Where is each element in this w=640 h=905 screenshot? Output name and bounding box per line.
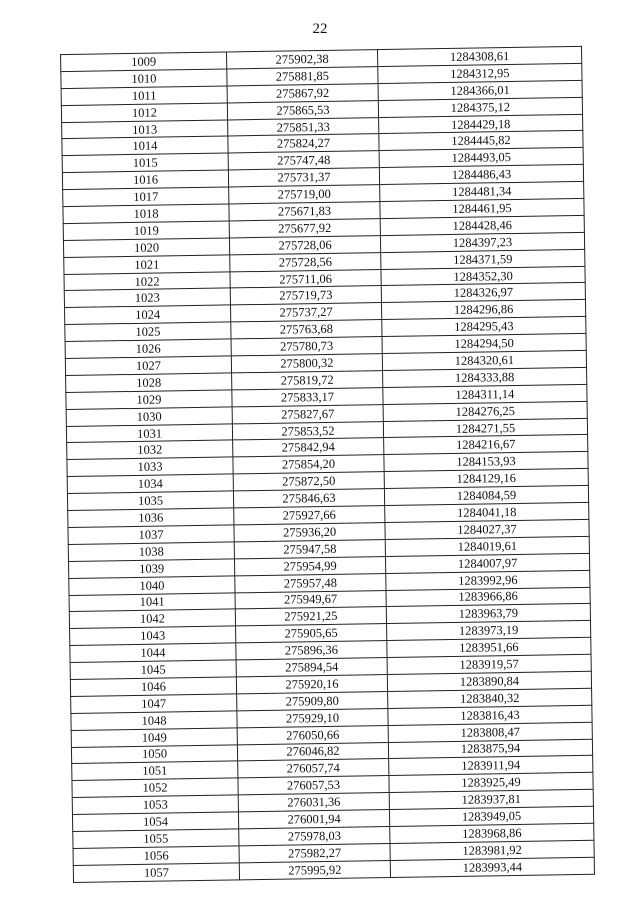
coordinates-table-container — [60, 46, 593, 883]
y-coordinate-cell: 1284216,67 — [384, 435, 588, 455]
x-coordinate-cell: 275851,33 — [228, 117, 379, 136]
y-coordinate-cell: 1283993,44 — [390, 857, 594, 877]
point-number-cell: 1017 — [63, 187, 229, 206]
x-coordinate-cell: 276001,94 — [238, 810, 389, 829]
y-coordinate-cell: 1284295,43 — [382, 317, 586, 337]
x-coordinate-cell: 275920,16 — [236, 674, 387, 693]
x-coordinate-cell: 275881,85 — [227, 66, 378, 85]
x-coordinate-cell: 275872,50 — [233, 472, 384, 491]
point-number-cell: 1021 — [64, 255, 230, 274]
x-coordinate-cell: 275865,53 — [227, 100, 378, 119]
y-coordinate-cell: 1284366,01 — [378, 80, 582, 100]
point-number-cell: 1026 — [65, 339, 231, 358]
y-coordinate-cell: 1284397,23 — [380, 232, 584, 252]
y-coordinate-cell: 1284084,59 — [384, 485, 588, 505]
point-number-cell: 1038 — [68, 542, 234, 561]
point-number-cell: 1049 — [71, 728, 237, 747]
x-coordinate-cell: 275719,73 — [230, 286, 381, 305]
x-coordinate-cell: 275671,83 — [229, 202, 380, 221]
y-coordinate-cell: 1283981,92 — [390, 840, 594, 860]
point-number-cell: 1050 — [71, 744, 237, 763]
point-number-cell: 1031 — [66, 424, 232, 443]
y-coordinate-cell: 1283973,19 — [387, 621, 591, 641]
x-coordinate-cell: 275921,25 — [235, 607, 386, 626]
y-coordinate-cell: 1284311,14 — [383, 384, 587, 404]
point-number-cell: 1036 — [68, 508, 234, 527]
point-number-cell: 1032 — [67, 440, 233, 459]
x-coordinate-cell: 275737,27 — [230, 303, 381, 322]
y-coordinate-cell: 1284312,95 — [378, 63, 582, 83]
y-coordinate-cell: 1283966,86 — [386, 587, 590, 607]
point-number-cell: 1040 — [69, 576, 235, 595]
x-coordinate-cell: 275995,92 — [239, 860, 390, 879]
x-coordinate-cell: 275728,06 — [229, 235, 380, 254]
x-coordinate-cell: 275929,10 — [237, 708, 388, 727]
x-coordinate-cell: 276050,66 — [237, 725, 388, 744]
x-coordinate-cell: 276057,74 — [238, 759, 389, 778]
x-coordinate-cell: 275909,80 — [237, 691, 388, 710]
point-number-cell: 1022 — [64, 272, 230, 291]
point-number-cell: 1024 — [65, 305, 231, 324]
x-coordinate-cell: 275800,32 — [231, 354, 382, 373]
x-coordinate-cell: 275982,27 — [239, 843, 390, 862]
point-number-cell: 1010 — [61, 69, 227, 88]
x-coordinate-cell: 275846,63 — [233, 489, 384, 508]
y-coordinate-cell: 1284429,18 — [379, 114, 583, 134]
x-coordinate-cell: 276046,82 — [237, 742, 388, 761]
point-number-cell: 1052 — [72, 778, 238, 797]
point-number-cell: 1039 — [68, 559, 234, 578]
y-coordinate-cell: 1284445,82 — [379, 131, 583, 151]
x-coordinate-cell: 275954,99 — [234, 556, 385, 575]
y-coordinate-cell: 1284371,59 — [381, 249, 585, 269]
point-number-cell: 1023 — [64, 288, 230, 307]
x-coordinate-cell: 275894,54 — [236, 658, 387, 677]
x-coordinate-cell: 275927,66 — [234, 506, 385, 525]
y-coordinate-cell: 1283911,94 — [389, 756, 593, 776]
point-number-cell: 1028 — [66, 373, 232, 392]
y-coordinate-cell: 1284333,88 — [383, 367, 587, 387]
y-coordinate-cell: 1284041,18 — [385, 502, 589, 522]
point-number-cell: 1035 — [67, 491, 233, 510]
point-number-cell: 1041 — [69, 592, 235, 611]
x-coordinate-cell: 275867,92 — [227, 83, 378, 102]
y-coordinate-cell: 1284271,55 — [383, 418, 587, 438]
x-coordinate-cell: 275947,58 — [234, 539, 385, 558]
x-coordinate-cell: 275824,27 — [228, 134, 379, 153]
point-number-cell: 1029 — [66, 390, 232, 409]
y-coordinate-cell: 1284375,12 — [378, 97, 582, 117]
x-coordinate-cell: 275833,17 — [232, 387, 383, 406]
x-coordinate-cell: 275719,00 — [229, 185, 380, 204]
y-coordinate-cell: 1284428,46 — [380, 215, 584, 235]
point-number-cell: 1033 — [67, 457, 233, 476]
point-number-cell: 1009 — [61, 52, 227, 71]
y-coordinate-cell: 1283875,94 — [388, 739, 592, 759]
point-number-cell: 1051 — [72, 761, 238, 780]
y-coordinate-cell: 1283925,49 — [389, 773, 593, 793]
y-coordinate-cell: 1283951,66 — [387, 637, 591, 657]
point-number-cell: 1020 — [63, 238, 229, 257]
y-coordinate-cell: 1284326,97 — [381, 283, 585, 303]
point-number-cell: 1025 — [65, 322, 231, 341]
y-coordinate-cell: 1283963,79 — [386, 604, 590, 624]
y-coordinate-cell: 1283949,05 — [389, 806, 593, 826]
x-coordinate-cell: 275854,20 — [233, 455, 384, 474]
y-coordinate-cell: 1283992,96 — [386, 570, 590, 590]
x-coordinate-cell: 275902,38 — [227, 50, 378, 69]
x-coordinate-cell: 275905,65 — [236, 624, 387, 643]
y-coordinate-cell: 1284486,43 — [379, 165, 583, 185]
point-number-cell: 1014 — [62, 136, 228, 155]
coordinates-table — [60, 46, 595, 883]
y-coordinate-cell: 1284320,61 — [382, 350, 586, 370]
point-number-cell: 1053 — [72, 795, 238, 814]
y-coordinate-cell: 1284153,93 — [384, 452, 588, 472]
point-number-cell: 1055 — [73, 829, 239, 848]
y-coordinate-cell: 1284481,34 — [380, 182, 584, 202]
y-coordinate-cell: 1283816,43 — [388, 705, 592, 725]
y-coordinate-cell: 1283968,86 — [390, 823, 594, 843]
x-coordinate-cell: 275896,36 — [236, 641, 387, 660]
point-number-cell: 1037 — [68, 525, 234, 544]
point-number-cell: 1054 — [72, 812, 238, 831]
point-number-cell: 1042 — [69, 609, 235, 628]
y-coordinate-cell: 1284461,95 — [380, 198, 584, 218]
x-coordinate-cell: 275978,03 — [239, 826, 390, 845]
point-number-cell: 1027 — [65, 356, 231, 375]
point-number-cell: 1012 — [61, 103, 227, 122]
point-number-cell: 1019 — [63, 221, 229, 240]
y-coordinate-cell: 1284296,86 — [381, 300, 585, 320]
y-coordinate-cell: 1284027,37 — [385, 519, 589, 539]
y-coordinate-cell: 1283890,84 — [387, 671, 591, 691]
y-coordinate-cell: 1283919,57 — [387, 654, 591, 674]
x-coordinate-cell: 275747,48 — [228, 151, 379, 170]
y-coordinate-cell: 1284129,16 — [384, 469, 588, 489]
point-number-cell: 1018 — [63, 204, 229, 223]
page-number: 22 — [312, 21, 328, 37]
coordinates-table-body — [61, 46, 595, 882]
point-number-cell: 1045 — [70, 660, 236, 679]
y-coordinate-cell: 1284294,50 — [382, 333, 586, 353]
x-coordinate-cell: 276031,36 — [238, 793, 389, 812]
x-coordinate-cell: 275827,67 — [232, 404, 383, 423]
point-number-cell: 1016 — [62, 170, 228, 189]
point-number-cell: 1047 — [71, 694, 237, 713]
x-coordinate-cell: 275711,06 — [230, 269, 381, 288]
y-coordinate-cell: 1284276,25 — [383, 401, 587, 421]
point-number-cell: 1013 — [62, 120, 228, 139]
point-number-cell: 1046 — [70, 677, 236, 696]
x-coordinate-cell: 275728,56 — [230, 252, 381, 271]
y-coordinate-cell: 1284007,97 — [385, 553, 589, 573]
x-coordinate-cell: 275853,52 — [232, 421, 383, 440]
y-coordinate-cell: 1284493,05 — [379, 148, 583, 168]
x-coordinate-cell: 275936,20 — [234, 522, 385, 541]
y-coordinate-cell: 1284352,30 — [381, 266, 585, 286]
x-coordinate-cell: 275819,72 — [232, 370, 383, 389]
y-coordinate-cell: 1284308,61 — [378, 46, 582, 66]
y-coordinate-cell: 1284019,61 — [385, 536, 589, 556]
x-coordinate-cell: 275731,37 — [228, 168, 379, 187]
x-coordinate-cell: 275763,68 — [231, 320, 382, 339]
point-number-cell: 1056 — [73, 846, 239, 865]
point-number-cell: 1034 — [67, 474, 233, 493]
x-coordinate-cell: 275842,94 — [233, 438, 384, 457]
x-coordinate-cell: 275957,48 — [235, 573, 386, 592]
point-number-cell: 1048 — [71, 711, 237, 730]
point-number-cell: 1044 — [70, 643, 236, 662]
point-number-cell: 1057 — [73, 863, 239, 882]
point-number-cell: 1043 — [70, 626, 236, 645]
y-coordinate-cell: 1283937,81 — [389, 789, 593, 809]
x-coordinate-cell: 276057,53 — [238, 776, 389, 795]
point-number-cell: 1030 — [66, 407, 232, 426]
point-number-cell: 1015 — [62, 153, 228, 172]
y-coordinate-cell: 1283840,32 — [388, 688, 592, 708]
point-number-cell: 1011 — [61, 86, 227, 105]
x-coordinate-cell: 275949,67 — [235, 590, 386, 609]
y-coordinate-cell: 1283808,47 — [388, 722, 592, 742]
x-coordinate-cell: 275677,92 — [229, 218, 380, 237]
x-coordinate-cell: 275780,73 — [231, 337, 382, 356]
